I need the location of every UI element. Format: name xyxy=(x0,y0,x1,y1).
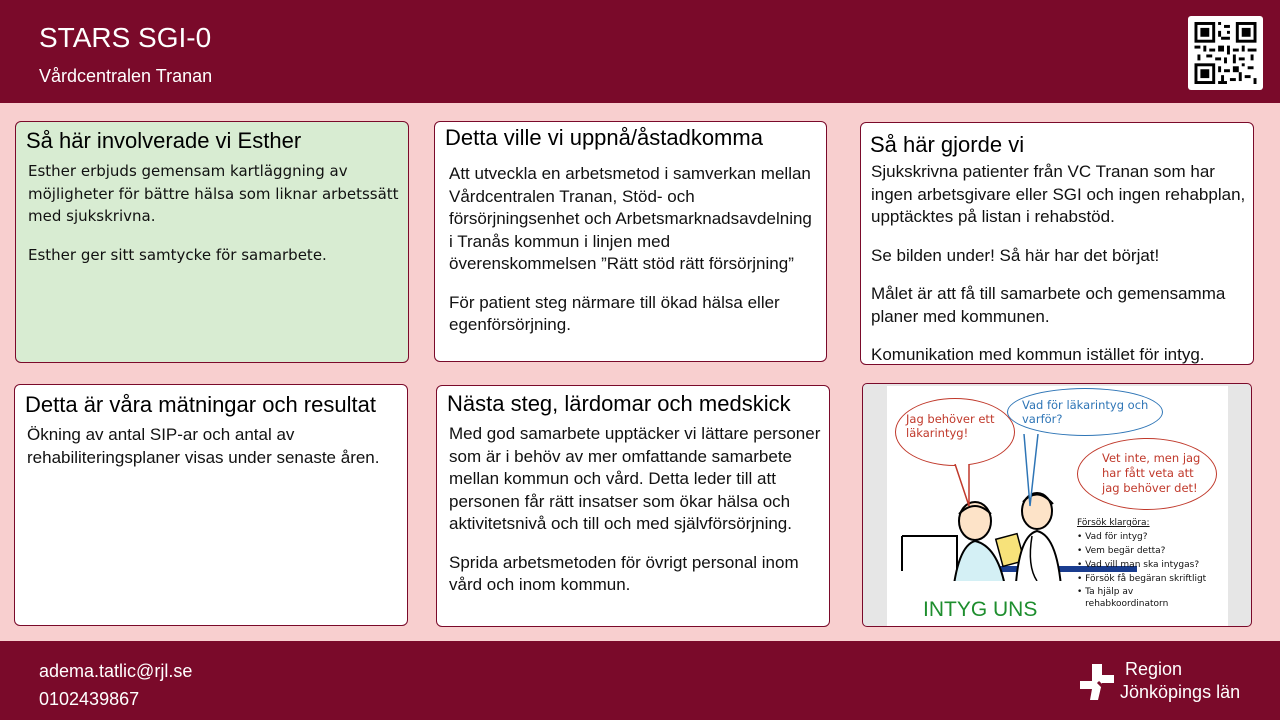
logo-line-2: Jönköpings län xyxy=(1120,682,1241,702)
speech-bubble-right-text: Vet inte, men jag har fått veta att jag behöver det! xyxy=(1102,451,1201,495)
method-box xyxy=(860,122,1254,365)
contact-phone: 0102439867 xyxy=(39,689,140,709)
goal-box xyxy=(434,121,827,362)
next-steps-paragraph-1: Med god samarbete upptäcker vi lättare personer som är i behöv av mer omfattande samarbete mellan kommun och vård. Detta leder till att personen får rätt insatser som ökar hälsa och aktivitetsnivå och till och med självförsörjning. xyxy=(449,424,821,533)
checklist-item: • Vem begär detta? xyxy=(1077,546,1166,556)
checklist-item-text: Vad för intyg? xyxy=(1085,532,1148,542)
checklist-item-text: Vad vill man ska intygas? xyxy=(1085,560,1200,570)
qr-code-graphic xyxy=(1194,22,1257,84)
checklist-title: Försök klargöra: xyxy=(1077,518,1150,528)
method-paragraph-1: Sjukskrivna patienter från VC Tranan som har ingen arbetsgivare eller SGI och ingen rehabplan, upptäcktes på listan i rehabstöd. xyxy=(871,162,1246,226)
results-title: Detta är våra mätningar och resultat xyxy=(25,392,376,417)
speech-bubble-left xyxy=(895,398,1015,466)
header-bar xyxy=(0,0,1280,103)
checklist-item-text: Ta hjälp av rehabkoordinatorn xyxy=(1085,587,1169,609)
speech-bubble-top xyxy=(1007,388,1163,436)
method-paragraph-2: Se bilden under! Så här har det börjat! xyxy=(871,245,1160,265)
poster-subtitle: Vårdcentralen Tranan xyxy=(39,66,213,86)
checklist-item-text: Försök få begäran skriftligt xyxy=(1085,574,1207,584)
checklist-item: • Försök få begäran skriftligt xyxy=(1077,574,1207,584)
cartoon-canvas xyxy=(887,386,1228,626)
involvement-paragraph-2: Esther ger sitt samtycke för samarbete. xyxy=(28,245,327,264)
next-steps-text xyxy=(449,423,825,613)
checklist-item: • Vad för intyg? xyxy=(1077,532,1148,542)
checklist xyxy=(1077,516,1227,610)
method-title: Så här gjorde vi xyxy=(870,132,1025,157)
next-steps-title: Nästa steg, lärdomar och medskick xyxy=(447,391,791,416)
method-paragraph-4: Komunikation med kommun istället för intyg. xyxy=(871,345,1205,364)
goal-paragraph-2: För patient steg närmare till ökad hälsa eller egenförsörjning. xyxy=(449,292,780,334)
involvement-title: Så här involverade vi Esther xyxy=(26,128,302,153)
speech-bubble-top-tail xyxy=(1020,434,1050,514)
poster-title: STARS SGI-0 xyxy=(39,22,212,53)
logo-line-1: Region xyxy=(1125,659,1183,679)
footer-bar xyxy=(0,641,1280,720)
involvement-box xyxy=(15,121,409,363)
checklist-item-text: Vem begär detta? xyxy=(1085,546,1166,556)
results-box xyxy=(14,384,408,626)
next-steps-paragraph-2: Sprida arbetsmetoden för övrigt personal inom vård och inom kommun. xyxy=(449,552,799,594)
region-cross-icon xyxy=(1078,662,1116,702)
next-steps-box xyxy=(436,385,830,627)
speech-bubble-left-tail xyxy=(947,464,987,514)
method-text xyxy=(871,161,1251,365)
results-text xyxy=(27,424,387,485)
qr-code-icon xyxy=(1188,16,1263,90)
speech-bubble-top-text: Vad för läkarintyg och varför? xyxy=(1022,398,1149,426)
goal-paragraph-1: Att utveckla en arbetsmetod i samverkan mellan Vårdcentralen Tranan, Stöd- och försörjningsenhet och Arbetsmarknadsavdelning i Tranås kommun i linjen med överenskommelsen ”Rätt stöd rätt försörjning” xyxy=(449,164,812,273)
results-paragraph-1: Ökning av antal SIP-ar och antal av rehabiliteringsplaner visas under senaste åren. xyxy=(27,425,380,467)
speech-bubble-left-text: Jag behöver ett läkarintyg! xyxy=(906,412,995,440)
contact-email: adema.tatlic@rjl.se xyxy=(39,661,193,681)
cartoon-caption: INTYG UNS xyxy=(923,598,1038,621)
region-logo xyxy=(1078,658,1253,706)
method-paragraph-3: Målet är att få till samarbete och gemensamma planer med kommunen. xyxy=(871,284,1226,326)
checklist-item: • Ta hjälp av rehabkoordinatorn xyxy=(1077,586,1227,610)
goal-title: Detta ville vi uppnå/åstadkomma xyxy=(445,125,763,150)
speech-bubble-right xyxy=(1077,438,1217,510)
cartoon-image xyxy=(862,383,1252,627)
goal-text xyxy=(449,163,819,353)
checklist-item: • Vad vill man ska intygas? xyxy=(1077,560,1200,570)
involvement-paragraph-1: Esther erbjuds gemensam kartläggning av möjligheter för bättre hälsa som liknar arbetssätt med sjukskrivna. xyxy=(28,162,399,225)
involvement-text xyxy=(28,160,406,282)
